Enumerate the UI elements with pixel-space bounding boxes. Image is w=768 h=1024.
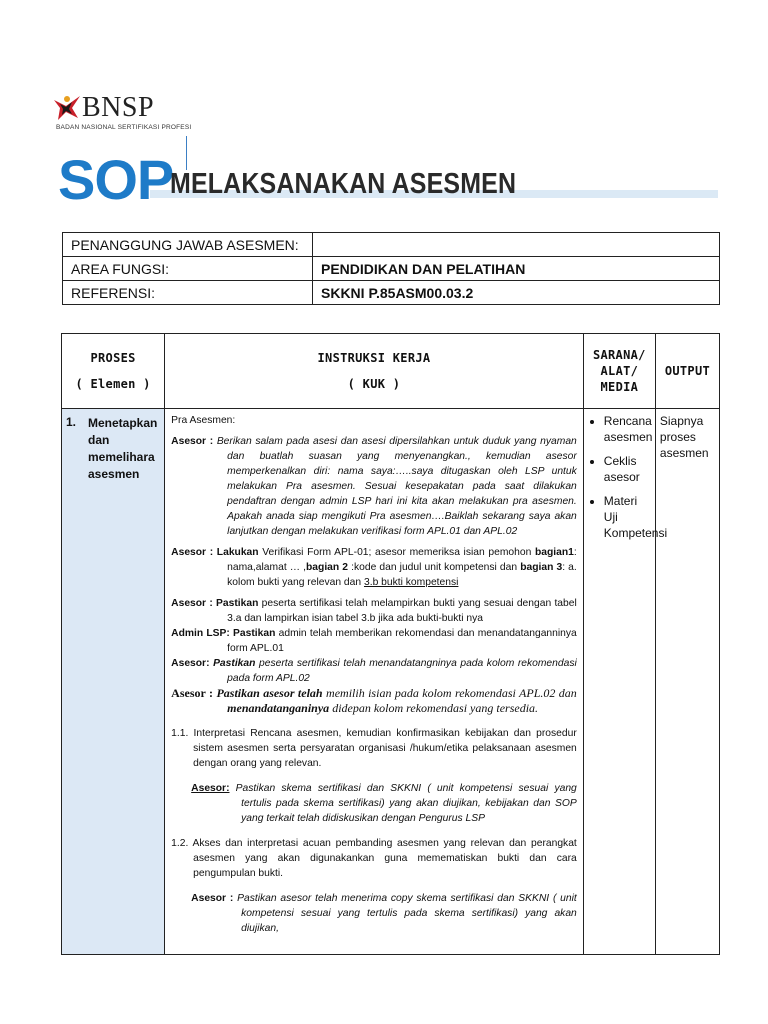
- sop-label: SOP: [58, 148, 174, 211]
- header-instruksi-label: INSTRUKSI KERJA: [317, 351, 431, 365]
- header-sarana: [583, 334, 655, 409]
- info-row: [63, 281, 720, 305]
- header-proses-label: PROSES: [90, 351, 136, 365]
- instruction-paragraph: Asesor : Pastikan peserta sertifikasi telah melampirkan bukti yang sesuai dengan tabel 3.a dan lampirkan isian tabel 3.b jika ada bukti-bukti nya: [171, 598, 577, 624]
- info-label: REFERENSI:: [63, 281, 313, 305]
- info-row: [63, 257, 720, 281]
- info-label: PENANGGUNG JAWAB ASESMEN:: [63, 233, 313, 257]
- header-divider: [186, 136, 187, 170]
- garuda-logo-icon: [52, 94, 82, 122]
- page-title: MELAKSANAKAN ASESMEN: [170, 168, 517, 200]
- instruction-paragraph: Admin LSP: Pastikan admin telah memberikan rekomendasi dan menandatanganninya form APL.01: [171, 628, 577, 654]
- list-item: • Materi Uji Kompetensi: [604, 493, 651, 541]
- kuk-item: 1.2. Akses dan interpretasi acuan pembanding asesmen yang relevan dan perangkat asesmen yang akan digunakankan guna memematiskan bukti dan cara pengumpulan bukti.: [171, 838, 577, 879]
- list-item: • Rencana asesmen: [604, 413, 651, 445]
- info-value: [313, 233, 720, 257]
- instruction-paragraph: Asesor : Lakukan Verifikasi Form APL-01; asesor memeriksa isian pemohon bagian1: nama,alamat … ,bagian 2 :kode dan judul unit kompetensi dan bagian 3: a. kolom bukti yang relevan dan 3.b bukti kompetensi: [171, 547, 577, 588]
- proses-cell: [62, 409, 165, 955]
- header-row: [62, 334, 720, 409]
- header-instruksi: [165, 334, 584, 409]
- instruction-paragraph: Asesor : Pastikan asesor telah memilih isian pada kolom rekomendasi APL.02 dan menandatanganinya didepan kolom rekomendasi yang tersedia.: [171, 686, 577, 715]
- info-row: [63, 233, 720, 257]
- header-instruksi-sub: ( KUK ): [347, 377, 401, 391]
- output-cell: Siapnya proses asesmen: [655, 409, 719, 955]
- sarana-list: [588, 413, 668, 541]
- sop-table: [61, 333, 720, 955]
- info-label: AREA FUNGSI:: [63, 257, 313, 281]
- table-row: [62, 409, 720, 955]
- pra-asesmen-heading: Pra Asesmen:: [171, 415, 236, 426]
- kuk-item: 1.1. Interpretasi Rencana asesmen, kemudian konfirmasikan kebijakan dan prosedur sistem asesmen serta persyaratan organisasi /hukum/etika pelaksanaan asesmen dengan orang yang relevan.: [171, 728, 577, 769]
- bnsp-logo: [52, 92, 192, 134]
- header-proses-sub: ( Elemen ): [75, 377, 151, 391]
- instruction-paragraph: Asesor : Berikan salam pada asesi dan asesi dipersilahkan untuk duduk yang nyaman dan buatlah suasan yang menyenangkan., kemudian asesor memperkenalkan diri: nama saya:…..saya ditugaskan oleh LSP untuk melakukan Pra asesmen. Sesuai kesepakatan pada saat dilakukan pendaftran dengan admin LSP hari ini kita akan melakukan pra asesmen. Apakah anada siap mengikuti Pra asesmen….Baiklah sekarang saya akan lanjutkan dengan melakukan verifikasi form APL.01 dan APL.02: [171, 436, 577, 537]
- info-value: SKKNI P.85ASM00.03.2: [313, 281, 720, 305]
- info-table: [62, 232, 720, 305]
- logo-subtitle: BADAN NASIONAL SERTIFIKASI PROFESI: [56, 124, 192, 131]
- proses-text: Menetapkan dan memelihara asesmen: [88, 416, 158, 481]
- proses-number: 1.: [66, 415, 77, 429]
- kuk-note: Asesor : Pastikan asesor telah menerima copy skema sertifikasi dan SKKNI ( unit kompetensi sesuai yang tertulis pada skema sertifikasi) yang akan diujikan,: [191, 893, 577, 934]
- header-output: OUTPUT: [655, 334, 719, 409]
- header-proses: [62, 334, 165, 409]
- list-item: • Ceklis asesor: [604, 453, 651, 485]
- header-sarana-label: SARANA/ ALAT/ MEDIA: [592, 348, 646, 394]
- kuk-note: Asesor: Pastikan skema sertifikasi dan SKKNI ( unit kompetensi sesuai yang tertulis pada skema sertifikasi) yang akan diujikan, kebijakan dan SOP yang terkait telah didiskusikan dengan Pengurus LSP: [191, 783, 577, 824]
- instruksi-cell: [165, 409, 584, 955]
- instruction-paragraph: Asesor: Pastikan peserta sertifikasi telah menandatangninya pada kolom rekomendasi pada form APL.02: [171, 658, 577, 684]
- sarana-cell: [583, 409, 668, 955]
- info-value: PENDIDIKAN DAN PELATIHAN: [313, 257, 720, 281]
- logo-brand: BNSP: [82, 92, 155, 123]
